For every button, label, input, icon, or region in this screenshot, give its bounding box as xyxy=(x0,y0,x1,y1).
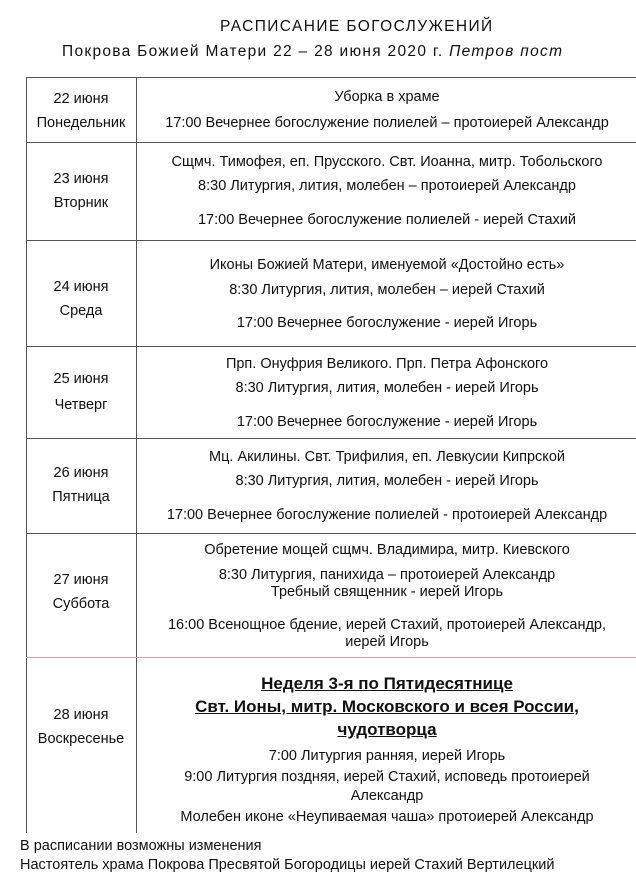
day-row xyxy=(26,658,636,833)
service-line: 16:00 Всенощное бдение, иерей Стахий, протоиерей Александр, xyxy=(167,617,607,633)
day-weekday: Понедельник xyxy=(36,115,126,131)
day-date: 26 июня xyxy=(53,465,109,481)
day-row xyxy=(26,241,636,347)
day-row xyxy=(26,143,636,241)
service-line: Молебен иконе «Неупиваемая чаша» протоиерей Александр xyxy=(180,809,594,825)
day-row xyxy=(26,347,636,439)
feast-title xyxy=(136,674,636,694)
feast-line: чудотворца xyxy=(337,720,437,739)
feast-title xyxy=(136,720,636,740)
service-line: 8:30 Литургия, лития, молебен – протоиерей Александр xyxy=(198,178,576,194)
day-cell xyxy=(26,367,136,417)
service-line: 9:00 Литургия поздняя, иерей Стахий, исповедь протоиерей xyxy=(184,769,590,785)
service-line: 8:30 Литургия, лития, молебен - иерей Игорь xyxy=(235,380,539,396)
day-row xyxy=(26,534,636,658)
rector-line: Настоятель храма Покрова Пресвятой Богородицы иерей Стахий Вертилецкий xyxy=(20,857,555,873)
day-cell xyxy=(26,167,136,215)
service-line: 8:30 Литургия, лития, молебен - иерей Игорь xyxy=(235,473,539,489)
service-line: 17:00 Вечернее богослужение полиелей - протоиерей Александр xyxy=(166,507,608,523)
service-line: 17:00 Вечернее богослужение - иерей Игорь xyxy=(236,414,538,430)
day-cell xyxy=(26,275,136,323)
service-line: Прп. Онуфрия Великого. Прп. Петра Афонского xyxy=(225,356,549,372)
day-weekday: Вторник xyxy=(53,195,109,211)
day-date: 23 июня xyxy=(53,171,109,187)
service-line: Мц. Акилины. Свт. Трифилия, еп. Левкусии Кипрской xyxy=(209,449,565,465)
day-weekday: Пятница xyxy=(52,489,110,505)
service-line: Сщмч. Тимофея, еп. Прусского. Свт. Иоанна, митр. Тобольского xyxy=(171,154,603,170)
feast-line: Неделя 3-я по Пятидесятнице xyxy=(261,674,513,693)
service-line: 8:30 Литургия, лития, молебен – иерей Стахий xyxy=(229,282,545,298)
subtitle-text: Покрова Божией Матери 22 – 28 июня 2020 г. xyxy=(62,43,444,60)
day-date: 24 июня xyxy=(53,279,109,295)
page-title: РАСПИСАНИЕ БОГОСЛУЖЕНИЙ xyxy=(220,18,494,35)
day-date: 27 июня xyxy=(53,572,109,588)
day-date: 25 июня xyxy=(53,371,109,387)
day-cell xyxy=(26,568,136,616)
service-line: 8:30 Литургия, панихида – протоиерей Александр xyxy=(218,567,556,583)
service-line: Иконы Божией Матери, именуемой «Достойно есть» xyxy=(209,257,565,273)
day-weekday: Суббота xyxy=(52,596,110,612)
change-note: В расписании возможны изменения xyxy=(20,838,262,854)
service-line: 17:00 Вечернее богослужение полиелей - иерей Стахий xyxy=(197,212,577,228)
day-date: 28 июня xyxy=(53,707,109,723)
lent-label: Петров пост xyxy=(449,43,564,60)
day-weekday: Четверг xyxy=(54,397,108,413)
service-line: Уборка в храме xyxy=(334,89,440,105)
service-line: иерей Игорь xyxy=(345,634,429,650)
service-line: 17:00 Вечернее богослужение полиелей – протоиерей Александр xyxy=(165,115,609,131)
service-line: Александр xyxy=(350,788,424,804)
feast-line: Свт. Ионы, митр. Московского и всея России, xyxy=(195,697,579,716)
day-cell xyxy=(26,461,136,509)
day-cell xyxy=(26,87,136,135)
service-line: Требный священник - иерей Игорь xyxy=(270,584,504,600)
day-date: 22 июня xyxy=(53,91,109,107)
service-line: 7:00 Литургия ранняя, иерей Игорь xyxy=(268,748,506,764)
day-weekday: Среда xyxy=(59,303,103,319)
day-row xyxy=(26,439,636,534)
day-row xyxy=(26,77,636,143)
day-cell xyxy=(26,703,136,751)
feast-title xyxy=(136,697,636,717)
service-line: 17:00 Вечернее богослужение - иерей Игорь xyxy=(236,315,538,331)
day-weekday: Воскресенье xyxy=(37,731,125,747)
page-subtitle xyxy=(62,43,622,61)
service-line: Обретение мощей сщмч. Владимира, митр. Киевского xyxy=(204,542,570,558)
